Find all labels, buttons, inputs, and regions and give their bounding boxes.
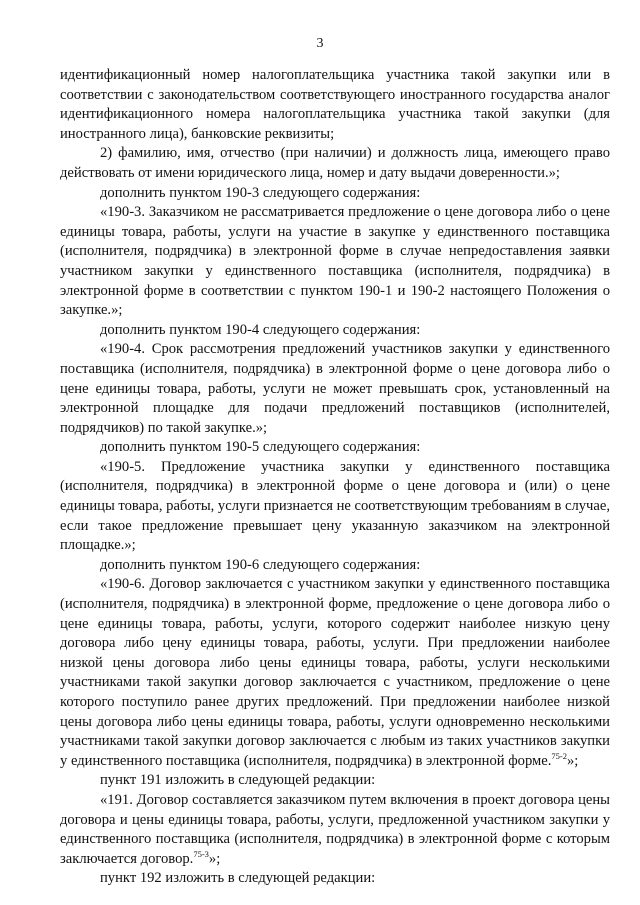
paragraph: «191. Договор составляется заказчиком путем включения в проект договора цены договора и цены единицы товара, работы, услуги, предложенной участником закупки у единственного поставщика (исполнителя, подрядчика) в электронной форме с которым заключается договор.$^{75-3}$»; xyxy=(60,791,610,867)
paragraph: дополнить пунктом 190-6 следующего содержания: xyxy=(100,556,421,573)
paragraph: 2) фамилию, имя, отчество (при наличии) и должность лица, имеющего право действовать от имени юридического лица, номер и дату выдачи доверенности.»; xyxy=(60,145,610,181)
page-number: 3 xyxy=(316,36,324,51)
paragraph: дополнить пунктом 190-5 следующего содержания: xyxy=(100,439,421,456)
paragraph: пункт 192 изложить в следующей редакции: xyxy=(100,870,376,887)
paragraph: «190-4. Срок рассмотрения предложений участников закупки у единственного поставщика (исполнителя, подрядчика) в электронной форме о цене договора либо о цене единицы товара, работы, услуги не может превышать срок, установленный на электронной площадке для подачи предложений поставщиков (исполнителей, подрядчиков) по такой закупке.»; xyxy=(60,341,610,436)
paragraph: дополнить пунктом 190-3 следующего содержания: xyxy=(100,184,421,201)
paragraph: идентификационный номер налогоплательщика участника такой закупки или в соответствии с законодательством соответствующего иностранного государства аналог идентификационного номера налогоплательщика участника такой закупки (для иностранного лица), банковские реквизиты; xyxy=(60,67,610,142)
document-body xyxy=(60,66,610,889)
footnote-ref: 75-3 xyxy=(193,848,209,859)
paragraph: «190-3. Заказчиком не рассматривается предложение о цене договора либо о цене единицы товара, работы, услуги на участие в закупке у единственного поставщика (исполнителя, подрядчика) в электронной форме в случае непредоставления заявки участником закупки у единственного поставщика (исполнителя, подрядчика) в электронной форме в соответствии с пунктом 190-1 и 190-2 настоящего Положения о закупке.»; xyxy=(60,204,610,319)
paragraph: «190-5. Предложение участника закупки у единственного поставщика (исполнителя, подрядчика) в электронной форме о цене договора и (или) о цене единицы товара, работы, услуги признается не соответствующим требованиям в случае, если такое предложение превышает цену указанную заказчиком на электронной площадке.»; xyxy=(60,458,610,554)
paragraph: пункт 191 изложить в следующей редакции: xyxy=(100,772,376,789)
paragraph: «190-6. Договор заключается с участником закупки у единственного поставщика (исполнителя, подрядчика) в электронной форме, предложение о цене договора либо о цене единицы товара, работы, услуги, которого содержит наиболее низкую цену договора либо цену единицы товара, работы, услуги. При предложении наиболее низкой цены договора либо цены единицы товара, работы, услуги несколькими участниками такой закупки договор заключается с участником, предложение о цене которого поступило ранее других предложений. При предложении наиболее низкой цены договора либо цены единицы товара, работы, услуги одновременно несколькими участниками такой закупки договор заключается с любым из таких участников закупки у единственного поставщика (исполнителя, подрядчика) в электронной форме.$^{75-2}$»; xyxy=(60,576,610,769)
paragraph: дополнить пунктом 190-4 следующего содержания: xyxy=(100,321,421,338)
footnote-ref: 75-2 xyxy=(551,750,567,761)
